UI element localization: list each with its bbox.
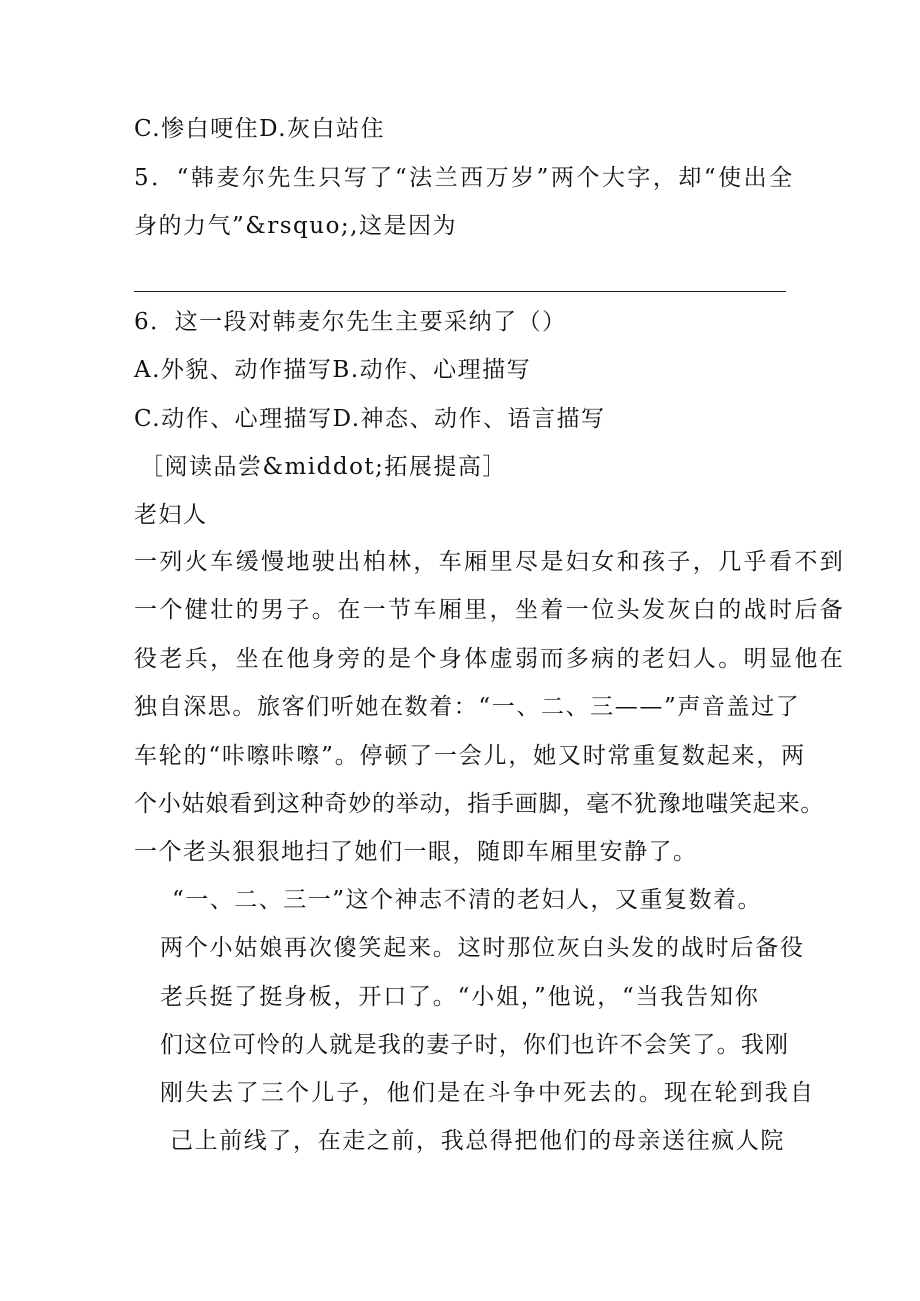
q6-options-cd: C.动作、心理描写D.神态、动作、语言描写 — [134, 406, 606, 432]
passage-p2-line-6: 己上前线了，在走之前，我总得把他们的母亲送往疯人院 — [170, 1128, 785, 1154]
passage-p1-line-4: 独自深思。旅客们听她在数着：“一、二、三——”声音盖过了 — [134, 694, 801, 720]
passage-p2-line-3: 老兵挺了挺身板，开口了。“小姐，”他说，“当我告知你 — [160, 984, 760, 1010]
answer-blank-line — [134, 291, 786, 292]
passage-p1-line-3: 役老兵，坐在他身旁的是个身体虚弱而多病的老妇人。明显他在 — [134, 646, 846, 672]
passage-p1-line-5: 车轮的“咔嚓咔嚓”。停顿了一会儿，她又时常重复数起来，两 — [134, 743, 806, 769]
passage-p1-line-2: 一个健壮的男子。在一节车厢里，坐着一位头发灰白的战时后备 — [134, 597, 846, 623]
passage-p1-line-6: 个小姑娘看到这种奇妙的举动，指手画脚，毫不犹豫地嗤笑起来。 — [134, 791, 825, 817]
passage-p1-line-7: 一个老头狠狠地扫了她们一眼，随即车厢里安静了。 — [134, 839, 698, 865]
passage-p2-line-2: 两个小姑娘再次傻笑起来。这时那位灰白头发的战时后备役 — [160, 935, 805, 961]
q6-options-ab: A.外貌、动作描写B.动作、心理描写 — [134, 357, 532, 383]
story-title: 老妇人 — [134, 502, 208, 528]
q4-options-cd: C.惨白哽住D.灰白站住 — [134, 116, 386, 142]
passage-p2-line-5: 刚失去了三个儿子，他们是在斗争中死去的。现在轮到我自 — [160, 1080, 816, 1106]
passage-p2-line-4: 们这位可怜的人就是我的妻子时，你们也许不会笑了。我刚 — [160, 1032, 790, 1058]
q5-question-line-2: 身的力气”&rsquo;,这是因为 — [134, 213, 457, 239]
passage-p1-line-1: 一列火车缓慢地驶出柏林，车厢里尽是妇女和孩子，几乎看不到 — [134, 549, 846, 575]
section-heading: ［阅读品尝&middot;拓展提高］ — [140, 454, 507, 480]
passage-p2-line-1: “一、二、三一”这个神志不清的老妇人，又重复数着。 — [172, 887, 763, 913]
q5-question-line-1: 5．“韩麦尔先生只写了“法兰西万岁”两个大字，却“使出全 — [134, 165, 795, 191]
q6-question-stem: 6．这一段对韩麦尔先生主要采纳了（） — [134, 309, 567, 335]
